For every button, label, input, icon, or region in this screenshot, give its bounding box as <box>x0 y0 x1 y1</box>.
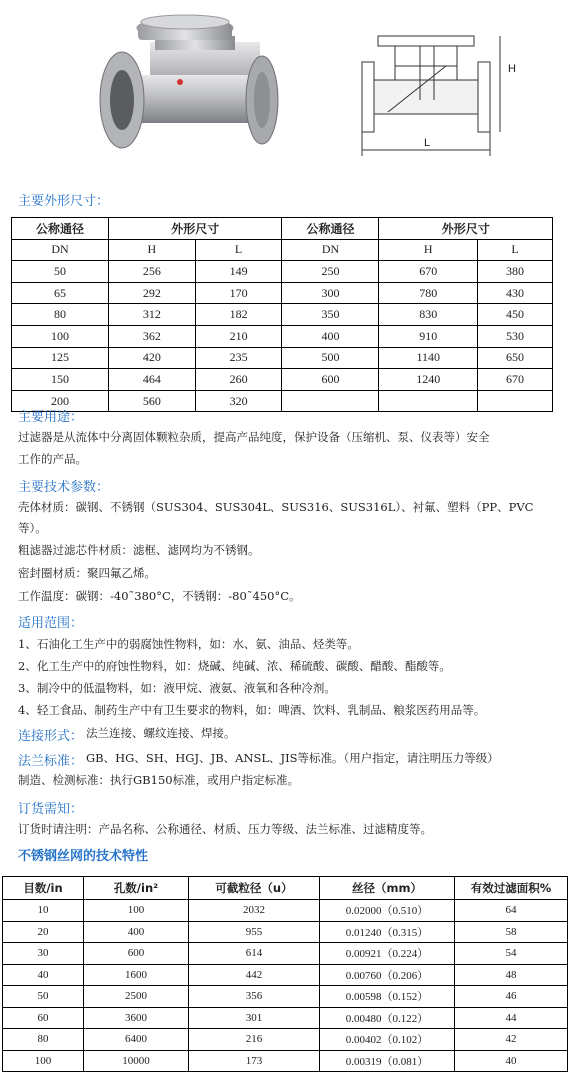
table-cell: 80 <box>3 1029 84 1051</box>
connect-text: 法兰连接、螺纹连接、焊接。 <box>86 726 236 740</box>
table-cell: 48 <box>455 964 568 986</box>
mesh-header: 目数/in <box>3 877 84 900</box>
dimensions-heading: 主要外形尺寸： <box>18 194 110 209</box>
table-cell: 442 <box>189 964 320 986</box>
table-cell: 58 <box>455 921 568 943</box>
table-cell: 173 <box>189 1050 320 1072</box>
usage-heading: 主要用途： <box>18 410 84 425</box>
table-cell: 0.00402（0.102） <box>320 1029 455 1051</box>
table-cell <box>379 390 478 412</box>
l-dimension-label: L <box>424 137 431 149</box>
filter-area-header: 有效过滤面积% <box>455 877 568 900</box>
table-cell: 3600 <box>84 1007 189 1029</box>
table-cell: 50 <box>3 986 84 1008</box>
table-cell: 40 <box>455 1050 568 1072</box>
table-cell: 450 <box>478 304 553 326</box>
table-cell: 560 <box>109 390 196 412</box>
table-cell: 20 <box>3 921 84 943</box>
table-row <box>12 369 553 391</box>
table-row <box>3 1050 568 1072</box>
table-cell: 500 <box>282 347 379 369</box>
table-row <box>12 261 553 283</box>
scope-line-4: 4、轻工食品、制药生产中有卫生要求的物料，如：啤酒、饮料、乳制品、粮浆医药用品等。 <box>18 703 486 717</box>
table-cell: 65 <box>12 282 109 304</box>
order-text: 订货时请注明：产品名称、公称通径、材质、压力等级、法兰标准、过滤精度等。 <box>18 822 432 836</box>
flange-text: GB、HG、SH、HGJ、JB、ANSL、JIS等标准。（用户指定，请注明压力等级） <box>86 751 499 765</box>
table-cell: 420 <box>109 347 196 369</box>
flange-heading: 法兰标准： <box>18 754 84 769</box>
table-row <box>12 282 553 304</box>
table-cell: 80 <box>12 304 109 326</box>
table-row <box>3 900 568 922</box>
table-cell: 650 <box>478 347 553 369</box>
tech-line-4: 密封圈材质：聚四氟乙烯。 <box>18 566 156 580</box>
table-cell: 380 <box>478 261 553 283</box>
table-row <box>12 325 553 347</box>
table-cell: 0.01240（0.315） <box>320 921 455 943</box>
table-cell: 1600 <box>84 964 189 986</box>
scope-line-1: 1、石油化工生产中的弱腐蚀性物料，如：水、氨、油品、烃类等。 <box>18 637 359 651</box>
size-header: 外形尺寸 <box>109 218 282 240</box>
table-cell: 830 <box>379 304 478 326</box>
table-cell: 0.02000（0.510） <box>320 900 455 922</box>
connect-heading: 连接形式： <box>18 729 84 744</box>
table-cell: 100 <box>12 325 109 347</box>
table-cell: 910 <box>379 325 478 347</box>
particle-header: 可截粒径（u） <box>189 877 320 900</box>
table-cell: 320 <box>195 390 282 412</box>
scope-heading: 适用范围： <box>18 616 84 631</box>
manufacturing-standard: 制造、检测标准：执行GB150标准，或用户指定标准。 <box>18 773 300 787</box>
table-cell: 250 <box>282 261 379 283</box>
table-cell: 312 <box>109 304 196 326</box>
tech-line-2: 等）。 <box>18 521 47 535</box>
table-cell: 600 <box>282 369 379 391</box>
table-cell: 780 <box>379 282 478 304</box>
table-row <box>3 1029 568 1051</box>
tech-line-1: 壳体材质：碳钢、不锈钢（SUS304、SUS304L、SUS316、SUS316L）、衬氟、塑料（PP、PVC <box>18 500 534 514</box>
dn-header-2: 公称通径 <box>282 218 379 240</box>
table-cell: 955 <box>189 921 320 943</box>
tech-heading: 主要技术参数： <box>18 480 110 495</box>
table-row <box>12 347 553 369</box>
table-cell: 670 <box>379 261 478 283</box>
dn-sub-header: DN <box>12 239 109 261</box>
table-cell: 256 <box>109 261 196 283</box>
table-cell: 6400 <box>84 1029 189 1051</box>
l-header: L <box>195 239 282 261</box>
table-cell: 301 <box>189 1007 320 1029</box>
usage-line-2: 工作的产品。 <box>18 452 87 466</box>
table-cell: 1140 <box>379 347 478 369</box>
table-cell: 670 <box>478 369 553 391</box>
table-cell: 0.00480（0.122） <box>320 1007 455 1029</box>
table-cell: 1240 <box>379 369 478 391</box>
table-cell: 10 <box>3 900 84 922</box>
mesh-spec-table <box>2 876 568 1072</box>
table-row <box>12 304 553 326</box>
table-cell: 60 <box>3 1007 84 1029</box>
table-cell: 292 <box>109 282 196 304</box>
table-row <box>3 921 568 943</box>
table-cell: 260 <box>195 369 282 391</box>
h-dimension-label: H <box>508 63 516 75</box>
table-cell: 200 <box>12 390 109 412</box>
dimension-drawing <box>362 36 500 156</box>
table-cell: 530 <box>478 325 553 347</box>
table-row <box>12 390 553 412</box>
table-cell: 2032 <box>189 900 320 922</box>
table-row <box>3 943 568 965</box>
table-cell: 170 <box>195 282 282 304</box>
table-cell: 64 <box>455 900 568 922</box>
mesh-table-title: 不锈钢丝网的技术特性 <box>18 849 149 864</box>
table-cell: 0.00598（0.152） <box>320 986 455 1008</box>
table-cell: 614 <box>189 943 320 965</box>
table-cell: 10000 <box>84 1050 189 1072</box>
table-cell: 100 <box>84 900 189 922</box>
dn-sub-header-2: DN <box>282 239 379 261</box>
table-cell: 40 <box>3 964 84 986</box>
size-header-2: 外形尺寸 <box>379 218 553 240</box>
table-cell: 46 <box>455 986 568 1008</box>
tech-line-5: 工作温度：碳钢：-40˜380°C，不锈钢：-80˜450°C。 <box>18 589 301 603</box>
table-cell <box>478 390 553 412</box>
table-cell: 0.00921（0.224） <box>320 943 455 965</box>
table-row <box>3 964 568 986</box>
table-cell: 42 <box>455 1029 568 1051</box>
table-cell: 356 <box>189 986 320 1008</box>
table-row <box>3 1007 568 1029</box>
l-header-2: L <box>478 239 553 261</box>
table-cell: 464 <box>109 369 196 391</box>
table-cell: 54 <box>455 943 568 965</box>
table-cell: 50 <box>12 261 109 283</box>
product-illustrations <box>0 0 570 180</box>
table-cell: 362 <box>109 325 196 347</box>
table-cell: 150 <box>12 369 109 391</box>
table-cell: 216 <box>189 1029 320 1051</box>
h-header: H <box>109 239 196 261</box>
h-header-2: H <box>379 239 478 261</box>
table-cell: 235 <box>195 347 282 369</box>
table-cell: 2500 <box>84 986 189 1008</box>
table-cell: 125 <box>12 347 109 369</box>
table-row <box>3 986 568 1008</box>
table-cell: 210 <box>195 325 282 347</box>
wire-diameter-header: 丝径（mm） <box>320 877 455 900</box>
table-cell: 400 <box>84 921 189 943</box>
table-cell: 44 <box>455 1007 568 1029</box>
table-cell: 600 <box>84 943 189 965</box>
table-cell: 350 <box>282 304 379 326</box>
table-cell: 0.00319（0.081） <box>320 1050 455 1072</box>
table-cell: 430 <box>478 282 553 304</box>
table-cell: 0.00760（0.206） <box>320 964 455 986</box>
order-heading: 订货需知： <box>18 802 84 817</box>
table-cell <box>282 390 379 412</box>
tech-line-3: 粗滤器过滤芯件材质：滤框、滤网均为不锈钢。 <box>18 543 260 557</box>
dimensions-table <box>11 217 553 412</box>
table-cell: 400 <box>282 325 379 347</box>
table-cell: 30 <box>3 943 84 965</box>
strainer-photo <box>100 15 278 148</box>
table-cell: 182 <box>195 304 282 326</box>
table-cell: 300 <box>282 282 379 304</box>
scope-line-2: 2、化工生产中的府蚀性物料，如：烧碱、纯碱、浓、稀硫酸、碳酸、醋酸、酯酸等。 <box>18 659 451 673</box>
table-cell: 100 <box>3 1050 84 1072</box>
usage-line-1: 过滤器是从流体中分离固体颗粒杂质，提高产品纯度，保护设备（压缩机、泵、仪表等）安全 <box>18 430 490 444</box>
dn-header: 公称通径 <box>12 218 109 240</box>
table-cell: 149 <box>195 261 282 283</box>
holes-header: 孔数/in² <box>84 877 189 900</box>
scope-line-3: 3、制冷中的低温物料，如：液甲烷、液氨、液氧和各种冷剂。 <box>18 681 336 695</box>
